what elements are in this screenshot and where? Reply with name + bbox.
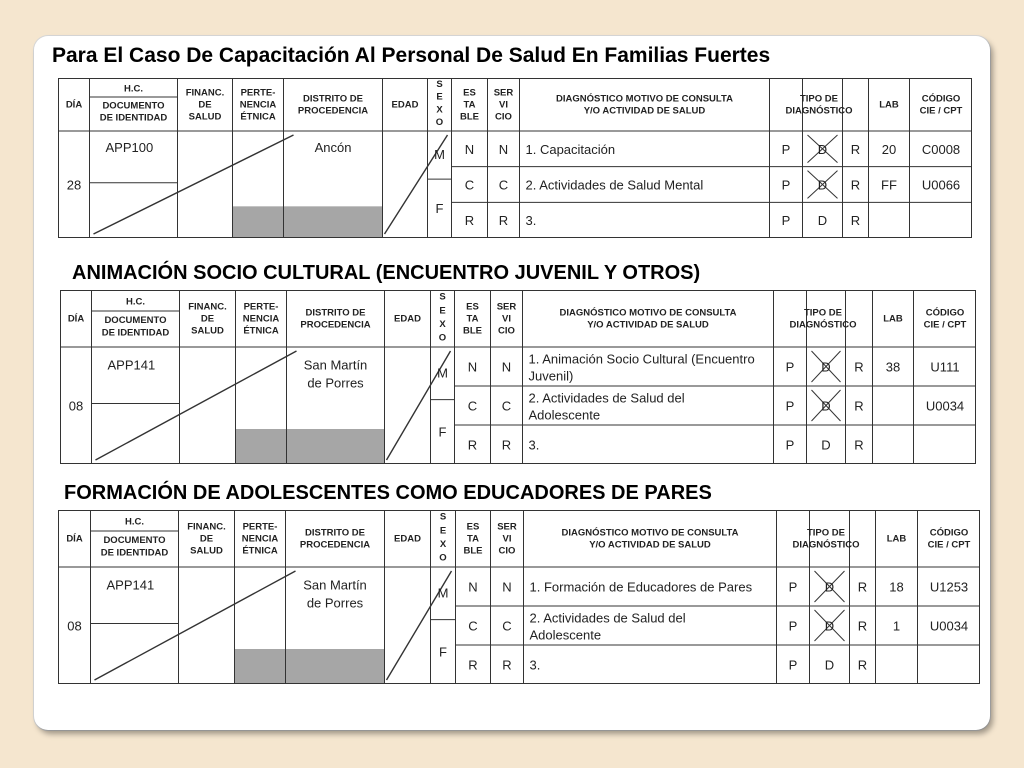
header-diagnostico: DIAGNÓSTICO MOTIVO DE CONSULTA bbox=[559, 307, 737, 319]
header-financ: FINANC. bbox=[188, 301, 227, 313]
cell-diagnostico: 3. bbox=[525, 212, 537, 228]
his-form-formacion bbox=[58, 510, 980, 684]
cell-codigo: U111 bbox=[930, 359, 960, 375]
header-servicio: SER bbox=[497, 521, 517, 533]
header-sexo-letter: O bbox=[435, 117, 444, 129]
cell-tipo-p: P bbox=[781, 177, 791, 193]
header-estable: ES bbox=[466, 301, 479, 313]
cell-tipo-p: P bbox=[788, 579, 798, 595]
cell-diagnostico: 1. Capacitación bbox=[525, 141, 616, 157]
cell-tipo-p: P bbox=[785, 398, 795, 414]
cell-diagnostico-2: Adolescente bbox=[528, 407, 601, 423]
cell-hc: APP141 bbox=[106, 577, 155, 593]
cell-servicio: C bbox=[502, 618, 512, 634]
cell-dia: 28 bbox=[66, 177, 82, 193]
header-distrito: DISTRITO DE bbox=[305, 527, 365, 539]
header-estable-2: TA bbox=[463, 99, 476, 111]
shaded-cell bbox=[235, 649, 286, 684]
header-distrito: DISTRITO DE bbox=[305, 307, 366, 319]
header-servicio-2: VI bbox=[502, 313, 511, 325]
header-financ-3: SALUD bbox=[188, 111, 222, 123]
form-grid bbox=[58, 510, 980, 684]
header-hc: H.C. bbox=[125, 516, 144, 528]
header-sexo-letter: S bbox=[436, 79, 443, 91]
header-tipo-2: DIAGNÓSTICO bbox=[785, 105, 853, 117]
header-estable-2: TA bbox=[467, 533, 479, 545]
cell-tipo-p: P bbox=[785, 359, 795, 375]
cell-establecimiento: R bbox=[464, 212, 475, 228]
cell-establecimiento: N bbox=[468, 579, 478, 595]
header-servicio-2: VI bbox=[502, 533, 512, 545]
cell-dia: 08 bbox=[67, 618, 82, 634]
cell-sex-f: F bbox=[439, 644, 447, 660]
header-sexo-letter: X bbox=[439, 539, 447, 551]
cell-distrito: San Martín bbox=[303, 577, 367, 593]
cell-establecimiento: N bbox=[464, 141, 475, 157]
header-distrito: DISTRITO DE bbox=[303, 93, 363, 105]
header-estable-3: BLE bbox=[460, 111, 479, 123]
header-dia: DÍA bbox=[65, 99, 83, 111]
header-lab: LAB bbox=[879, 99, 899, 111]
cell-distrito-2: de Porres bbox=[307, 375, 364, 391]
header-servicio-3: CIO bbox=[495, 111, 512, 123]
cell-distrito: Ancón bbox=[314, 140, 352, 156]
cell-codigo: U0034 bbox=[929, 618, 969, 634]
header-lab: LAB bbox=[886, 533, 907, 545]
header-sexo-letter: S bbox=[439, 291, 446, 303]
cell-establecimiento: C bbox=[467, 398, 478, 414]
cell-tipo-r: R bbox=[854, 437, 864, 453]
cell-diagnostico: 1. Formación de Educadores de Pares bbox=[529, 579, 753, 595]
header-sexo-letter: O bbox=[439, 552, 447, 564]
cell-lab: 18 bbox=[889, 579, 904, 595]
cell-diagnostico: 2. Actividades de Salud Mental bbox=[525, 177, 704, 193]
shaded-cell bbox=[236, 429, 287, 464]
cell-diagnostico: 2. Actividades de Salud del bbox=[528, 390, 685, 406]
header-dia: DÍA bbox=[67, 313, 85, 325]
cell-tipo-d: D bbox=[821, 437, 831, 453]
header-pertenencia: PERTE- bbox=[242, 521, 278, 533]
cell-tipo-r: R bbox=[850, 141, 861, 157]
header-codigo: CÓDIGO bbox=[925, 307, 965, 319]
cell-establecimiento: N bbox=[467, 359, 478, 375]
cell-diagnostico: 2. Actividades de Salud del bbox=[529, 610, 686, 626]
header-estable-2: TA bbox=[466, 313, 479, 325]
cell-lab: 20 bbox=[881, 141, 897, 157]
cell-tipo-r: R bbox=[850, 177, 861, 193]
his-form-animacion bbox=[60, 290, 976, 464]
header-edad: EDAD bbox=[391, 99, 419, 111]
cell-tipo-p: P bbox=[781, 212, 791, 228]
cell-servicio: N bbox=[498, 141, 509, 157]
cell-servicio: R bbox=[501, 437, 512, 453]
header-distrito-2: PROCEDENCIA bbox=[299, 539, 371, 551]
cell-tipo-d: D bbox=[821, 398, 831, 414]
header-pertenencia-2: NENCIA bbox=[239, 99, 277, 111]
header-servicio-3: CIO bbox=[498, 545, 516, 557]
header-financ-2: DE bbox=[198, 99, 212, 111]
header-tipo: TIPO DE bbox=[799, 93, 839, 105]
header-financ-2: DE bbox=[200, 313, 215, 325]
header-documento-2: DE IDENTIDAD bbox=[100, 547, 169, 559]
header-sexo-letter: O bbox=[438, 332, 447, 344]
header-pertenencia-3: ÉTNICA bbox=[240, 111, 276, 123]
cell-tipo-r: R bbox=[857, 618, 868, 634]
cell-servicio: C bbox=[501, 398, 512, 414]
header-financ: FINANC. bbox=[185, 87, 225, 99]
header-tipo: TIPO DE bbox=[806, 527, 846, 539]
header-sexo-letter: E bbox=[439, 305, 446, 317]
cell-codigo: U1253 bbox=[929, 579, 969, 595]
cell-tipo-d: D bbox=[817, 177, 828, 193]
header-hc: H.C. bbox=[124, 83, 143, 95]
header-pertenencia-2: NENCIA bbox=[242, 313, 280, 325]
header-financ-2: DE bbox=[199, 533, 214, 545]
header-diagnostico-2: Y/O ACTIVIDAD DE SALUD bbox=[587, 319, 709, 331]
cell-tipo-d: D bbox=[824, 579, 835, 595]
cell-lab: FF bbox=[881, 177, 897, 193]
shaded-cell bbox=[233, 206, 284, 238]
cell-codigo: U0034 bbox=[925, 398, 965, 414]
header-documento: DOCUMENTO bbox=[102, 100, 165, 112]
header-estable-3: BLE bbox=[463, 545, 483, 557]
cell-tipo-r: R bbox=[857, 579, 868, 595]
cell-establecimiento: R bbox=[468, 657, 478, 673]
cell-servicio: C bbox=[498, 177, 509, 193]
header-codigo-2: CIE / CPT bbox=[927, 539, 971, 551]
cell-servicio: R bbox=[502, 657, 512, 673]
header-estable-3: BLE bbox=[463, 325, 482, 337]
cell-hc: APP100 bbox=[105, 140, 154, 156]
header-codigo-2: CIE / CPT bbox=[919, 105, 963, 117]
header-distrito-2: PROCEDENCIA bbox=[300, 319, 371, 331]
header-distrito-2: PROCEDENCIA bbox=[297, 105, 369, 117]
header-documento: DOCUMENTO bbox=[103, 535, 166, 547]
cell-establecimiento: C bbox=[468, 618, 478, 634]
header-servicio-2: VI bbox=[499, 99, 508, 111]
cell-tipo-d: D bbox=[817, 212, 828, 228]
header-documento: DOCUMENTO bbox=[104, 315, 167, 327]
header-sexo-letter: E bbox=[436, 91, 443, 103]
header-pertenencia-3: ÉTNICA bbox=[243, 325, 279, 337]
header-financ: FINANC. bbox=[187, 521, 226, 533]
header-servicio: SER bbox=[496, 301, 517, 313]
cell-servicio: N bbox=[502, 579, 512, 595]
cell-diagnostico: 1. Animación Socio Cultural (Encuentro bbox=[528, 351, 755, 367]
cell-tipo-d: D bbox=[824, 657, 835, 673]
cell-codigo: C0008 bbox=[921, 141, 961, 157]
header-financ-3: SALUD bbox=[190, 545, 223, 557]
header-pertenencia: PERTE- bbox=[240, 87, 276, 99]
header-codigo: CÓDIGO bbox=[921, 93, 961, 105]
header-documento-2: DE IDENTIDAD bbox=[101, 327, 170, 339]
header-pertenencia-3: ÉTNICA bbox=[242, 545, 278, 557]
cell-lab: 38 bbox=[885, 359, 901, 375]
cell-tipo-p: P bbox=[781, 141, 791, 157]
header-sexo-letter: X bbox=[439, 319, 446, 331]
cell-tipo-p: P bbox=[785, 437, 795, 453]
cell-sex-f: F bbox=[435, 201, 444, 217]
header-estable: ES bbox=[466, 521, 480, 533]
header-edad: EDAD bbox=[394, 533, 421, 545]
header-tipo: TIPO DE bbox=[803, 307, 843, 319]
cell-sex-m: M bbox=[437, 365, 448, 381]
cell-servicio: N bbox=[501, 359, 512, 375]
shaded-cell bbox=[284, 206, 383, 238]
cell-tipo-r: R bbox=[850, 212, 861, 228]
cell-codigo: U0066 bbox=[921, 177, 961, 193]
header-documento-2: DE IDENTIDAD bbox=[99, 112, 168, 124]
header-edad: EDAD bbox=[394, 313, 421, 325]
cell-diagnostico-2: Adolescente bbox=[529, 627, 602, 643]
shaded-cell bbox=[287, 429, 385, 464]
cell-tipo-d: D bbox=[824, 618, 835, 634]
cell-tipo-d: D bbox=[821, 359, 831, 375]
cell-servicio: R bbox=[498, 212, 509, 228]
header-pertenencia-2: NENCIA bbox=[241, 533, 279, 545]
cell-distrito: San Martín bbox=[303, 357, 368, 373]
section-title-formacion: FORMACIÓN DE ADOLESCENTES COMO EDUCADORES DE PARES bbox=[64, 482, 712, 504]
cell-sex-m: M bbox=[437, 585, 449, 601]
header-dia: DÍA bbox=[66, 533, 83, 545]
cell-diagnostico-2: Juvenil) bbox=[528, 368, 574, 384]
cell-establecimiento: R bbox=[467, 437, 478, 453]
header-diagnostico: DIAGNÓSTICO MOTIVO DE CONSULTA bbox=[556, 93, 733, 105]
main-title: Para El Caso De Capacitación Al Personal De Salud En Familias Fuertes bbox=[52, 44, 771, 67]
header-hc: H.C. bbox=[126, 296, 145, 308]
header-codigo: CÓDIGO bbox=[929, 527, 969, 539]
cell-diagnostico: 3. bbox=[528, 437, 540, 453]
cell-tipo-p: P bbox=[788, 657, 798, 673]
header-lab: LAB bbox=[883, 313, 903, 325]
form-grid bbox=[60, 290, 976, 464]
cell-tipo-r: R bbox=[854, 359, 864, 375]
header-servicio: SER bbox=[493, 87, 514, 99]
header-tipo-2: DIAGNÓSTICO bbox=[792, 539, 860, 551]
header-sexo-letter: X bbox=[436, 104, 443, 116]
header-tipo-2: DIAGNÓSTICO bbox=[789, 319, 857, 331]
header-diagnostico: DIAGNÓSTICO MOTIVO DE CONSULTA bbox=[561, 527, 739, 539]
header-servicio-3: CIO bbox=[498, 325, 515, 337]
his-form-capacitacion bbox=[58, 78, 972, 238]
section-title-animacion: ANIMACIÓN SOCIO CULTURAL (ENCUENTRO JUVENIL Y OTROS) bbox=[72, 262, 701, 284]
cell-establecimiento: C bbox=[464, 177, 475, 193]
form-grid bbox=[58, 78, 972, 238]
header-estable: ES bbox=[463, 87, 476, 99]
cell-tipo-d: D bbox=[817, 141, 828, 157]
cell-sex-f: F bbox=[438, 424, 447, 440]
cell-sex-m: M bbox=[434, 147, 445, 163]
cell-tipo-r: R bbox=[854, 398, 864, 414]
header-sexo-letter: S bbox=[439, 511, 447, 523]
cell-diagnostico: 3. bbox=[529, 657, 541, 673]
header-financ-3: SALUD bbox=[191, 325, 224, 337]
cell-tipo-r: R bbox=[857, 657, 868, 673]
header-diagnostico-2: Y/O ACTIVIDAD DE SALUD bbox=[589, 539, 711, 551]
cell-dia: 08 bbox=[68, 398, 84, 414]
cell-lab: 1 bbox=[892, 618, 901, 634]
header-pertenencia: PERTE- bbox=[243, 301, 279, 313]
header-codigo-2: CIE / CPT bbox=[923, 319, 967, 331]
cell-distrito-2: de Porres bbox=[306, 595, 364, 611]
shaded-cell bbox=[286, 649, 385, 684]
header-diagnostico-2: Y/O ACTIVIDAD DE SALUD bbox=[583, 105, 706, 117]
cell-hc: APP141 bbox=[107, 357, 156, 373]
cell-tipo-p: P bbox=[788, 618, 798, 634]
header-sexo-letter: E bbox=[439, 525, 447, 537]
